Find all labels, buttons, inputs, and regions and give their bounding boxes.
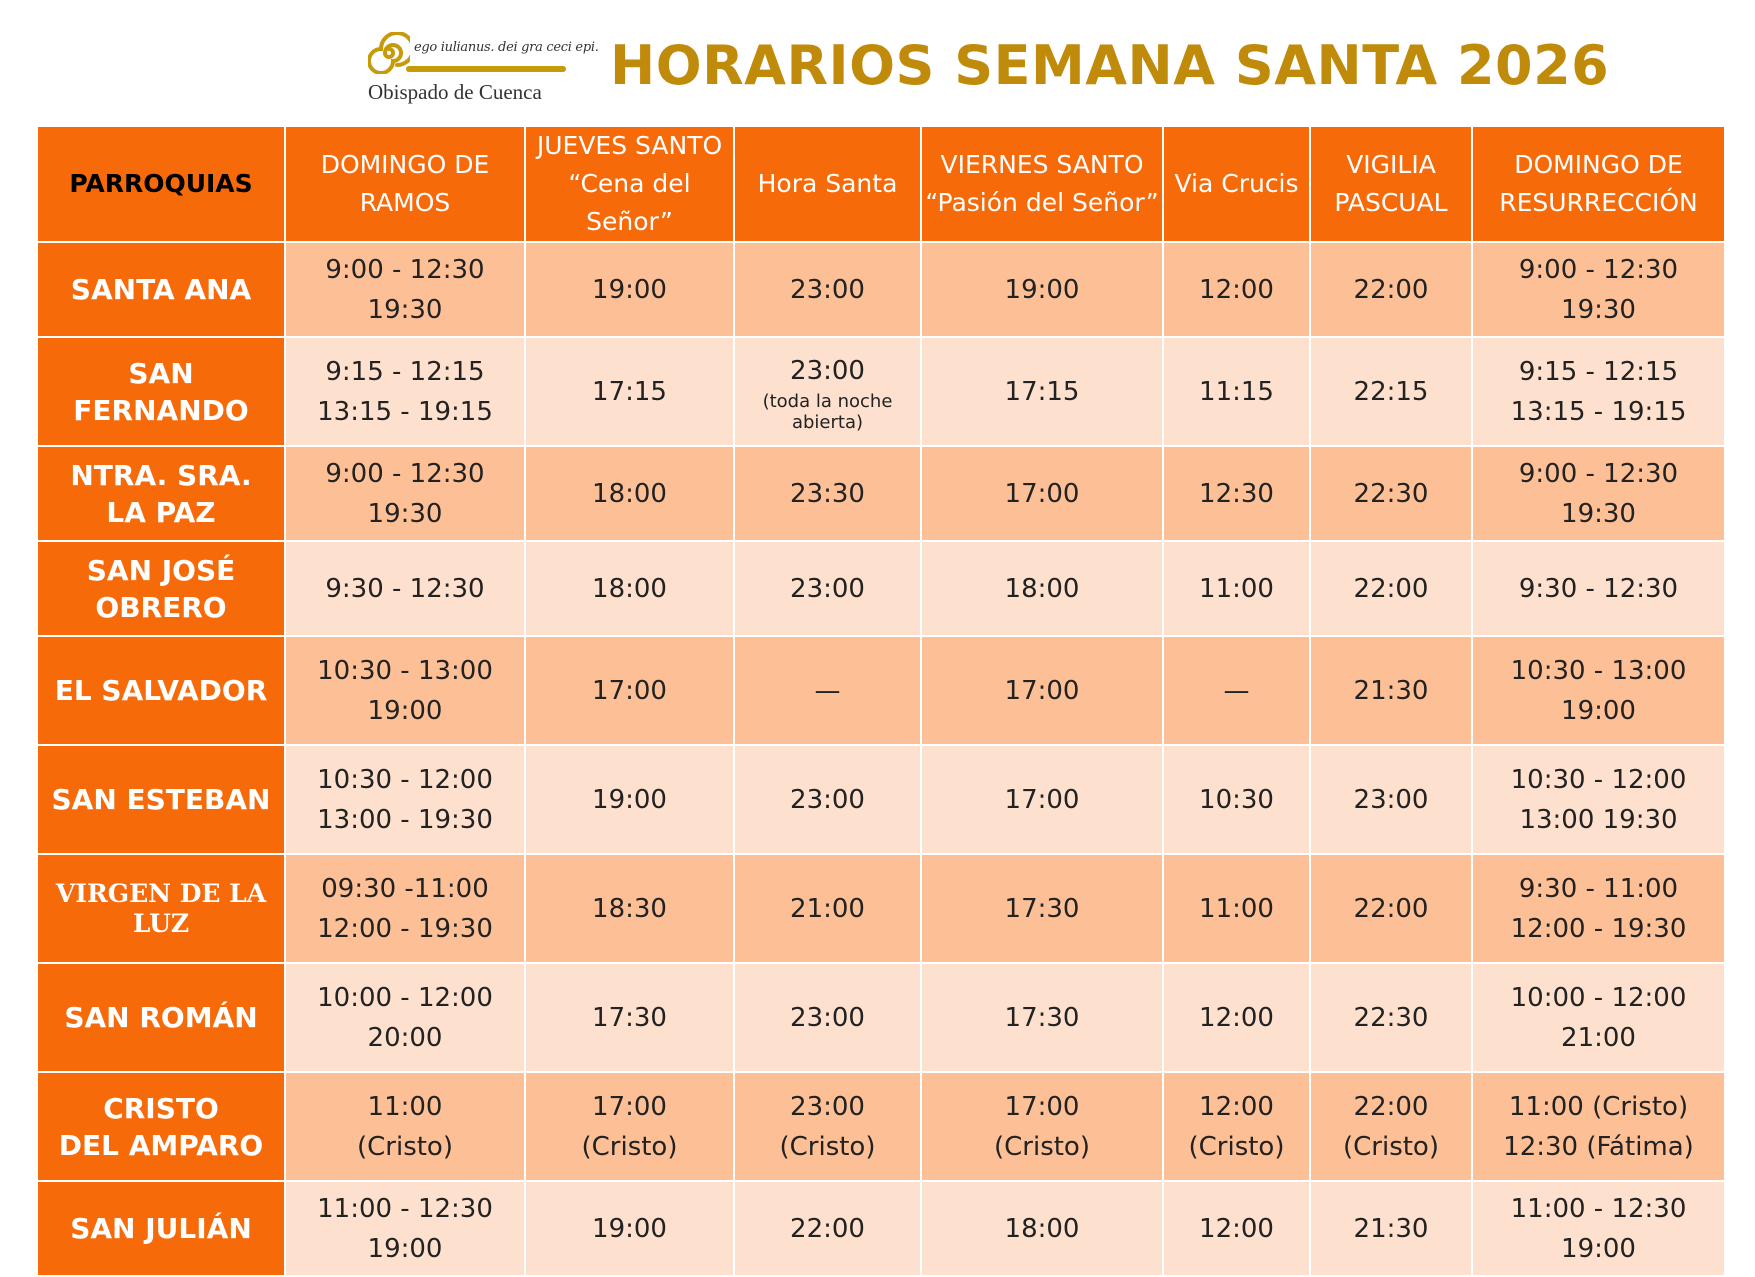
schedule-cell <box>1472 636 1725 745</box>
schedule-cell <box>734 541 921 636</box>
logo-script-text: ego iulianus. dei gra ceci epi. <box>414 40 599 55</box>
cell-line: 22:30 <box>1353 478 1429 509</box>
schedule-cell <box>921 446 1163 541</box>
schedule-cell <box>1310 1072 1472 1181</box>
cell-line: 23:00 <box>790 573 865 604</box>
column-header <box>921 126 1163 242</box>
cell-line: 11:00 - 12:30 <box>1510 1193 1687 1224</box>
cell-line: 18:00 <box>592 573 667 604</box>
parish-name <box>37 636 285 745</box>
cell-line: 12:00 <box>1199 1091 1274 1122</box>
cell-line: 12:00 - 19:30 <box>1510 913 1687 944</box>
cell-line: 19:00 <box>1004 274 1080 305</box>
schedule-cell <box>734 636 921 745</box>
table-row <box>37 1072 1725 1181</box>
cell-line: 17:00 <box>1004 784 1080 815</box>
schedule-cell <box>734 1072 921 1181</box>
schedule-cell <box>921 337 1163 446</box>
cell-line: 12:00 <box>1199 1002 1274 1033</box>
cell-line: 17:15 <box>1004 376 1080 407</box>
schedule-cell <box>285 745 525 854</box>
schedule-cell <box>1310 963 1472 1072</box>
cell-line: EL SALVADOR <box>54 674 268 707</box>
cell-line: “Pasión del Señor” <box>925 188 1159 217</box>
cell-line: DEL AMPARO <box>58 1128 264 1162</box>
cell-line: 19:00 <box>1561 695 1636 726</box>
cell-line: (Cristo) <box>1342 1131 1439 1162</box>
table-row <box>37 854 1725 963</box>
cell-line: 23:00 <box>790 274 865 305</box>
obispado-logo <box>368 30 599 110</box>
cell-line: RAMOS <box>359 188 451 217</box>
table-row <box>37 337 1725 446</box>
schedule-cell <box>525 446 734 541</box>
cell-line: OBRERO <box>95 590 227 624</box>
schedule-cell <box>525 242 734 337</box>
cell-line: 09:30 -11:00 <box>321 873 489 904</box>
schedule-cell <box>1310 745 1472 854</box>
cell-line: 10:30 <box>1199 784 1274 815</box>
column-header <box>285 126 525 242</box>
cell-line: 22:00 <box>1353 274 1429 305</box>
cell-line: 11:00 <box>1199 893 1274 924</box>
cell-line: 18:00 <box>1004 573 1080 604</box>
parish-name <box>37 242 285 337</box>
page-header <box>0 0 1755 120</box>
schedule-cell <box>525 1072 734 1181</box>
cell-line: 18:30 <box>592 893 667 924</box>
cell-line: (Cristo) <box>581 1131 678 1162</box>
cell-line: CRISTO <box>103 1091 219 1125</box>
column-header <box>734 126 921 242</box>
schedule-cell <box>285 446 525 541</box>
cell-line: 17:00 <box>592 675 667 706</box>
cell-line: 20:00 <box>367 1022 443 1053</box>
schedule-cell <box>285 854 525 963</box>
cell-line: — <box>814 675 841 706</box>
cell-line: 12:00 - 19:30 <box>317 913 493 944</box>
schedule-cell <box>734 854 921 963</box>
cell-line: 17:00 <box>592 1091 667 1122</box>
cell-line: 19:30 <box>367 498 443 529</box>
cell-line: 21:00 <box>790 893 865 924</box>
cell-line: 18:00 <box>592 478 667 509</box>
schedule-cell <box>1310 854 1472 963</box>
table-row <box>37 963 1725 1072</box>
table-row <box>37 541 1725 636</box>
cell-line: 23:00 <box>790 355 865 386</box>
cell-line: 11:00 (Cristo) <box>1508 1091 1689 1122</box>
schedule-cell <box>921 745 1163 854</box>
cell-line: “Cena del Señor” <box>568 169 691 236</box>
schedule-cell <box>1163 446 1310 541</box>
table-row <box>37 1181 1725 1276</box>
cell-line: 9:30 - 12:30 <box>1518 573 1679 604</box>
cell-line: 10:30 - 12:00 <box>317 764 493 795</box>
cell-line: SAN JOSÉ <box>86 553 236 587</box>
parish-name <box>37 963 285 1072</box>
cell-line: 10:00 - 12:00 <box>317 982 493 1013</box>
schedule-cell <box>1472 963 1725 1072</box>
cell-line: 11:00 - 12:30 <box>317 1193 493 1224</box>
cell-line: 13:00 19:30 <box>1519 804 1678 835</box>
schedule-cell <box>525 963 734 1072</box>
cell-line: 9:00 - 12:30 <box>1518 254 1679 285</box>
schedule-cell <box>525 541 734 636</box>
schedule-cell <box>285 1181 525 1276</box>
cell-line: 22:15 <box>1353 376 1429 407</box>
schedule-cell <box>921 636 1163 745</box>
column-header <box>1310 126 1472 242</box>
schedule-cell <box>921 541 1163 636</box>
logo-name: Obispado de Cuenca <box>368 80 542 104</box>
schedule-cell <box>1310 446 1472 541</box>
cell-line: VIRGEN DE LA <box>55 878 267 908</box>
schedule-cell <box>1472 1181 1725 1276</box>
column-header <box>1163 126 1310 242</box>
cell-line: SAN ROMÁN <box>64 1001 258 1034</box>
cell-line: 17:00 <box>1004 478 1080 509</box>
schedule-body <box>37 242 1725 1276</box>
cell-line: — <box>1223 675 1250 706</box>
cell-line: 9:30 - 12:30 <box>325 573 485 604</box>
schedule-cell <box>1163 541 1310 636</box>
logo-bar <box>406 66 566 72</box>
schedule-cell <box>1163 1072 1310 1181</box>
cell-line: 13:00 - 19:30 <box>317 804 493 835</box>
cell-line: 17:30 <box>1004 893 1080 924</box>
cell-line: 18:00 <box>1004 1213 1080 1244</box>
cell-line: LUZ <box>132 908 190 938</box>
cell-line: 9:00 - 12:30 <box>325 254 485 285</box>
schedule-cell <box>1163 745 1310 854</box>
cell-line: 9:30 - 11:00 <box>1518 873 1679 904</box>
schedule-cell <box>734 242 921 337</box>
cell-line: 22:30 <box>1353 1002 1429 1033</box>
cell-line: 10:30 - 13:00 <box>1510 655 1687 686</box>
cell-line: 12:30 <box>1199 478 1274 509</box>
cell-line: SAN JULIÁN <box>70 1212 252 1245</box>
cell-line: SAN FERNANDO <box>73 356 249 427</box>
schedule-cell <box>525 337 734 446</box>
cell-line: 19:00 <box>1561 1233 1636 1264</box>
schedule-cell <box>1472 1072 1725 1181</box>
cell-line: 17:00 <box>1004 1091 1080 1122</box>
cell-line: 9:00 - 12:30 <box>325 458 485 489</box>
schedule-cell <box>1310 636 1472 745</box>
cell-line: 21:30 <box>1353 675 1429 706</box>
cell-line: 21:30 <box>1353 1213 1429 1244</box>
cell-line: 22:00 <box>1353 573 1429 604</box>
cell-line: 19:00 <box>592 274 667 305</box>
schedule-cell <box>285 1072 525 1181</box>
parish-name <box>37 1181 285 1276</box>
cell-line: 9:15 - 12:15 <box>1518 356 1679 387</box>
schedule-cell <box>1472 854 1725 963</box>
schedule-cell <box>1472 541 1725 636</box>
cell-line: 23:00 <box>790 784 865 815</box>
cell-line: DOMINGO DE <box>320 150 490 179</box>
schedule-cell <box>921 963 1163 1072</box>
cell-line: 19:30 <box>1561 498 1636 529</box>
schedule-cell <box>921 1181 1163 1276</box>
cell-line: 19:00 <box>592 784 667 815</box>
cell-line: VIERNES SANTO <box>940 150 1144 179</box>
cell-line: 9:15 - 12:15 <box>325 356 485 387</box>
schedule-cell <box>1310 541 1472 636</box>
schedule-cell <box>921 242 1163 337</box>
cell-line: 19:00 <box>592 1213 667 1244</box>
cell-line: 9:00 - 12:30 <box>1518 458 1679 489</box>
cell-line: 22:00 <box>1353 893 1429 924</box>
schedule-cell <box>1310 242 1472 337</box>
header-row <box>37 126 1725 242</box>
schedule-cell <box>734 745 921 854</box>
parish-name <box>37 745 285 854</box>
schedule-cell <box>1472 242 1725 337</box>
cell-line: 22:00 <box>790 1213 865 1244</box>
cell-line: 23:30 <box>790 478 865 509</box>
schedule-cell <box>1310 337 1472 446</box>
schedule-cell <box>734 963 921 1072</box>
cell-line: NTRA. SRA. <box>70 458 252 492</box>
cell-line: (Cristo) <box>1188 1131 1285 1162</box>
cell-line: 17:15 <box>592 376 667 407</box>
schedule-cell <box>1472 446 1725 541</box>
cell-line: 13:15 - 19:15 <box>317 396 493 427</box>
schedule-cell <box>734 337 921 446</box>
parish-name <box>37 541 285 636</box>
schedule-cell <box>1163 963 1310 1072</box>
cell-line: SAN ESTEBAN <box>51 783 271 816</box>
cell-line: 21:00 <box>1561 1022 1636 1053</box>
schedule-cell <box>285 242 525 337</box>
column-header-parroquias <box>37 126 285 242</box>
cell-line: 19:00 <box>367 695 443 726</box>
cell-line: 19:00 <box>367 1233 443 1264</box>
schedule-cell <box>1163 1181 1310 1276</box>
cell-line: 17:30 <box>1004 1002 1080 1033</box>
cell-line: (Cristo) <box>779 1131 876 1162</box>
cell-line: Via Crucis <box>1174 169 1299 198</box>
cell-line: 17:30 <box>592 1002 667 1033</box>
cell-line: 10:30 - 12:00 <box>1510 764 1687 795</box>
schedule-cell <box>285 541 525 636</box>
parish-name <box>37 854 285 963</box>
schedule-cell <box>525 745 734 854</box>
table-row <box>37 242 1725 337</box>
cell-line: 11:15 <box>1199 376 1274 407</box>
column-header <box>525 126 734 242</box>
cell-line: 23:00 <box>1353 784 1429 815</box>
schedule-cell <box>921 1072 1163 1181</box>
cell-line: 10:30 - 13:00 <box>317 655 493 686</box>
schedule-table <box>36 125 1726 1277</box>
cell-line: RESURRECCIÓN <box>1499 188 1698 217</box>
cell-line: PARROQUIAS <box>69 169 253 198</box>
cell-line: 11:00 <box>1199 573 1274 604</box>
cell-line: 10:00 - 12:00 <box>1510 982 1687 1013</box>
table-row <box>37 446 1725 541</box>
schedule-cell <box>1163 636 1310 745</box>
page-title: HORARIOS SEMANA SANTA 2026 <box>610 34 1610 97</box>
cell-line: Hora Santa <box>757 169 898 198</box>
schedule-cell <box>525 1181 734 1276</box>
parish-name <box>37 446 285 541</box>
schedule-cell <box>1310 1181 1472 1276</box>
schedule-cell <box>1472 337 1725 446</box>
cell-line: 11:00 <box>367 1091 443 1122</box>
swirl-logo-icon <box>368 32 410 74</box>
cell-line: 23:00 <box>790 1002 865 1033</box>
hora-santa-note: (toda la noche abierta) <box>762 390 893 433</box>
cell-line: 19:30 <box>1561 294 1636 325</box>
cell-line: JUEVES SANTO <box>536 131 723 160</box>
schedule-cell <box>1472 745 1725 854</box>
cell-line: 13:15 - 19:15 <box>1510 396 1687 427</box>
cell-line: 12:30 (Fátima) <box>1503 1131 1694 1162</box>
cell-line: 12:00 <box>1199 1213 1274 1244</box>
cell-line: DOMINGO DE <box>1514 150 1683 179</box>
cell-line: (Cristo) <box>356 1131 453 1162</box>
schedule-cell <box>734 446 921 541</box>
table-row <box>37 636 1725 745</box>
schedule-cell <box>734 1181 921 1276</box>
schedule-cell <box>1163 242 1310 337</box>
schedule-cell <box>1163 854 1310 963</box>
cell-line: 17:00 <box>1004 675 1080 706</box>
cell-line: LA PAZ <box>106 495 216 529</box>
table-row <box>37 745 1725 854</box>
schedule-cell <box>525 854 734 963</box>
column-header <box>1472 126 1725 242</box>
cell-line: SANTA ANA <box>70 273 252 306</box>
parish-name <box>37 1072 285 1181</box>
cell-line: PASCUAL <box>1334 188 1448 217</box>
schedule-cell <box>285 636 525 745</box>
schedule-cell <box>921 854 1163 963</box>
schedule-cell <box>525 636 734 745</box>
schedule-cell <box>285 337 525 446</box>
parish-name <box>37 337 285 446</box>
cell-line: 12:00 <box>1199 274 1274 305</box>
schedule-cell <box>285 963 525 1072</box>
cell-line: (Cristo) <box>993 1131 1090 1162</box>
cell-line: 23:00 <box>790 1091 865 1122</box>
cell-line: 22:00 <box>1353 1091 1429 1122</box>
cell-line: VIGILIA <box>1346 150 1436 179</box>
cell-line: 19:30 <box>367 294 443 325</box>
schedule-cell <box>1163 337 1310 446</box>
